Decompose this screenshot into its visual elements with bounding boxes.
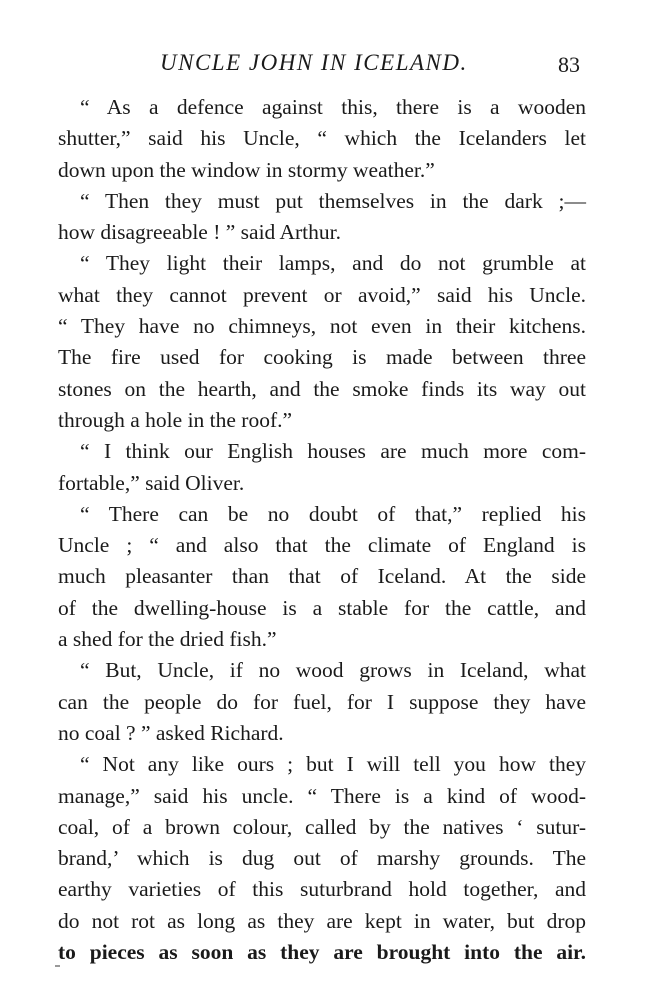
page-mark	[55, 965, 60, 967]
text-line: “ Then they must put themselves in the dark ;—	[80, 188, 586, 213]
text-line: how disagreeable ! ” said Arthur.	[58, 220, 341, 245]
text-line: down upon the window in stormy weather.”	[58, 157, 435, 182]
page-number: 83	[558, 52, 580, 77]
text-line: of the dwelling-house is a stable for the cattle, and	[58, 595, 586, 620]
text-line: manage,” said his uncle. “ There is a kind of wood-	[58, 783, 586, 808]
text-line: brand,’ which is dug out of marshy grounds. The	[58, 846, 586, 871]
text-line: can the people do for fuel, for I suppose they have	[58, 689, 586, 714]
running-title: UNCLE JOHN IN ICELAND.	[160, 50, 468, 75]
text-line: no coal ? ” asked Richard.	[58, 720, 284, 745]
text-line: “ Not any like ours ; but I will tell you how they	[80, 752, 586, 777]
text-line: Uncle ; “ and also that the climate of England is	[58, 533, 586, 558]
text-line: earthy varieties of this suturbrand hold together, and	[58, 877, 586, 902]
text-line: “ As a defence against this, there is a wooden	[80, 95, 586, 119]
text-line: coal, of a brown colour, called by the natives ‘ sutur-	[58, 814, 586, 839]
text-line: a shed for the dried fish.”	[58, 627, 277, 652]
text-line: “ They light their lamps, and do not grumble at	[80, 251, 586, 276]
text-line: “ They have no chimneys, not even in their kitchens.	[58, 314, 586, 339]
text-line: through a hole in the roof.”	[58, 407, 293, 432]
text-line: “ But, Uncle, if no wood grows in Iceland, what	[80, 658, 586, 683]
text-line: do not rot as long as they are kept in water, but drop	[58, 908, 586, 933]
text-line: to pieces as soon as they are brought into the air.	[58, 940, 586, 965]
text-line: “ There can be no doubt of that,” replied his	[80, 501, 586, 526]
page-header	[0, 50, 658, 82]
text-line: much pleasanter than that of Iceland. At the side	[58, 564, 586, 589]
text-line: stones on the hearth, and the smoke finds its way out	[58, 376, 586, 401]
body-text	[58, 92, 586, 968]
text-line: shutter,” said his Uncle, “ which the Icelanders let	[58, 126, 586, 151]
text-line: The fire used for cooking is made between three	[58, 345, 586, 370]
text-line: “ I think our English houses are much more com-	[80, 439, 586, 464]
text-line: what they cannot prevent or avoid,” said his Uncle.	[58, 282, 586, 307]
text-line: fortable,” said Oliver.	[58, 470, 245, 495]
